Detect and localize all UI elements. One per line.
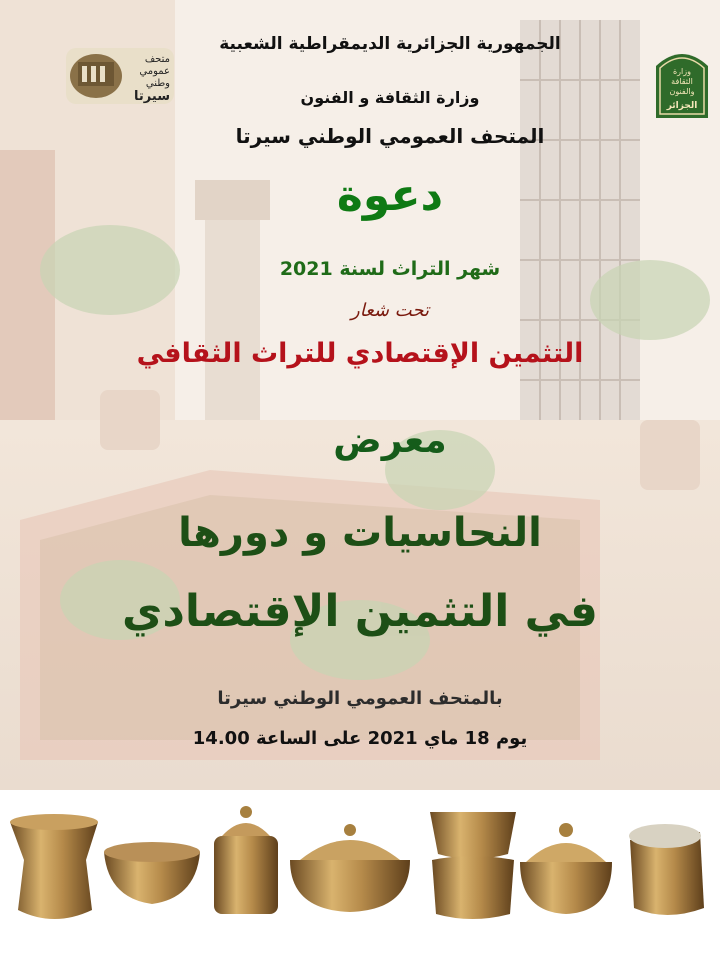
ministry-logo-line-4: الجزائر xyxy=(666,101,698,111)
copper-vessel-3 xyxy=(214,806,278,914)
copper-vessels-photo xyxy=(0,790,720,960)
exhibition-title-line-2: في التثمين الإقتصادي xyxy=(122,586,598,637)
copper-vessel-7 xyxy=(629,824,704,915)
museum-logo-line-1: متحف xyxy=(144,54,170,65)
ministry-logo-line-2: الثقافة xyxy=(671,77,693,86)
ministry-title: وزارة الثقافة و الفنون xyxy=(300,88,480,107)
ministry-logo-line-1: وزارة xyxy=(672,67,692,76)
slogan-title: التثمين الإقتصادي للتراث الثقافي xyxy=(136,338,584,369)
copper-vessel-6 xyxy=(520,823,612,914)
copper-vessel-5 xyxy=(430,812,516,919)
heritage-month-line: شهر التراث لسنة 2021 xyxy=(279,258,501,280)
museum-logo xyxy=(66,48,174,104)
exhibition-title-line-1: النحاسيات و دورها xyxy=(178,510,542,556)
invitation-heading: دعوة xyxy=(336,170,444,221)
ministry-logo-line-3: والفنون xyxy=(669,87,695,96)
slogan-intro: تحت شعار xyxy=(351,300,429,321)
copper-vessel-4 xyxy=(290,824,410,912)
republic-title: الجمهورية الجزائرية الديمقراطية الشعبية xyxy=(219,34,561,54)
ministry-logo xyxy=(654,42,710,118)
museum-logo-line-3: وطني xyxy=(145,78,170,89)
museum-logo-line-4: سيرتا xyxy=(134,89,170,104)
museum-title: المتحف العمومي الوطني سيرتا xyxy=(235,124,545,148)
copper-vessel-1 xyxy=(10,814,98,919)
copper-vessel-2 xyxy=(104,842,200,904)
museum-logo-line-2: عمومي xyxy=(139,66,170,77)
venue-line: بالمتحف العمومي الوطني سيرتا xyxy=(217,688,503,709)
exhibition-label: معرض xyxy=(333,420,447,461)
date-time-line: يوم 18 ماي 2021 على الساعة 14.00 xyxy=(192,728,528,749)
